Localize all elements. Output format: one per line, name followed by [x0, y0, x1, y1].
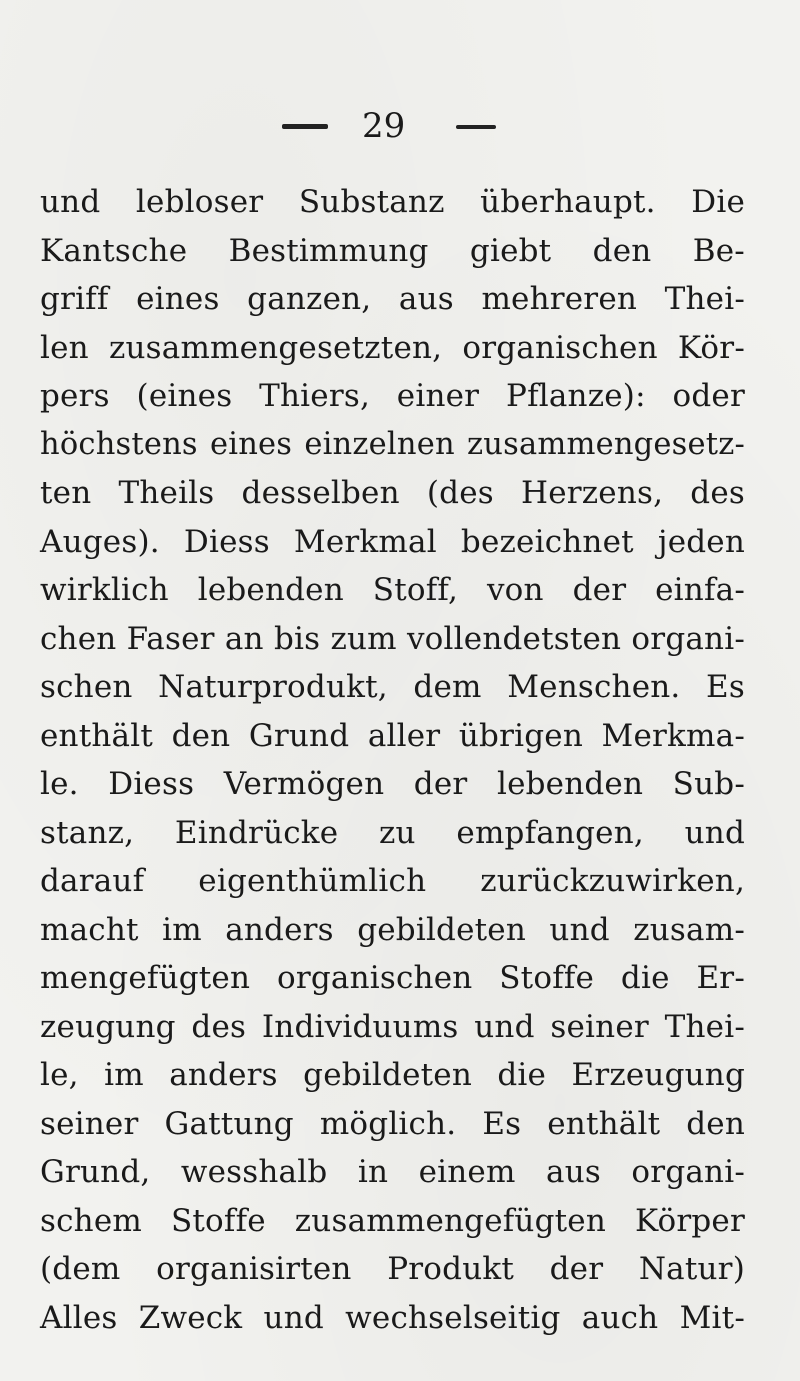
text-line: Kantsche Bestimmung giebt den Be-: [40, 232, 745, 269]
text-line: ten Theils desselben (des Herzens, des: [40, 475, 745, 511]
text-line: le, im anders gebildeten die Erzeugung: [40, 1057, 745, 1093]
body-text: [40, 178, 745, 1342]
text-line: zeugung des Individuums und seiner Thei-: [40, 1008, 745, 1045]
text-line: wirklich lebenden Stoff, von der einfa-: [40, 572, 745, 608]
text-line: (dem organisirten Produkt der Natur): [40, 1251, 745, 1287]
text-line: macht im anders gebildeten und zusam-: [40, 911, 745, 948]
text-line: schem Stoffe zusammengefügten Körper: [40, 1202, 745, 1239]
text-line: len zusammengesetzten, organischen Kör-: [40, 329, 745, 366]
text-line: seiner Gattung möglich. Es enthält den: [40, 1105, 745, 1142]
text-line: stanz, Eindrücke zu empfangen, und: [40, 814, 745, 851]
page-header: [0, 104, 800, 148]
text-line: Alles Zweck und wechselseitig auch Mit-: [40, 1299, 745, 1336]
header-rule-right: [456, 125, 496, 129]
text-line: darauf eigenthümlich zurückzuwirken,: [40, 863, 745, 899]
text-line: Grund, wesshalb in einem aus organi-: [40, 1154, 745, 1190]
text-line: und lebloser Substanz überhaupt. Die: [40, 184, 745, 220]
text-line: mengefügten organischen Stoffe die Er-: [40, 960, 745, 996]
text-line: pers (eines Thiers, einer Pflanze): oder: [40, 378, 745, 414]
text-line: le. Diess Vermögen der lebenden Sub-: [40, 766, 745, 802]
page-number: 29: [362, 106, 406, 146]
text-line: chen Faser an bis zum vollendetsten organi-: [40, 620, 745, 657]
text-line: griff eines ganzen, aus mehreren Thei-: [40, 281, 745, 317]
text-line: höchstens eines einzelnen zusammengesetz-: [40, 426, 745, 462]
header-rule-left: [282, 124, 328, 129]
text-line: schen Naturprodukt, dem Menschen. Es: [40, 669, 745, 705]
text-line: enthält den Grund aller übrigen Merkma-: [40, 717, 745, 754]
text-line: Auges). Diess Merkmal bezeichnet jeden: [40, 523, 745, 560]
